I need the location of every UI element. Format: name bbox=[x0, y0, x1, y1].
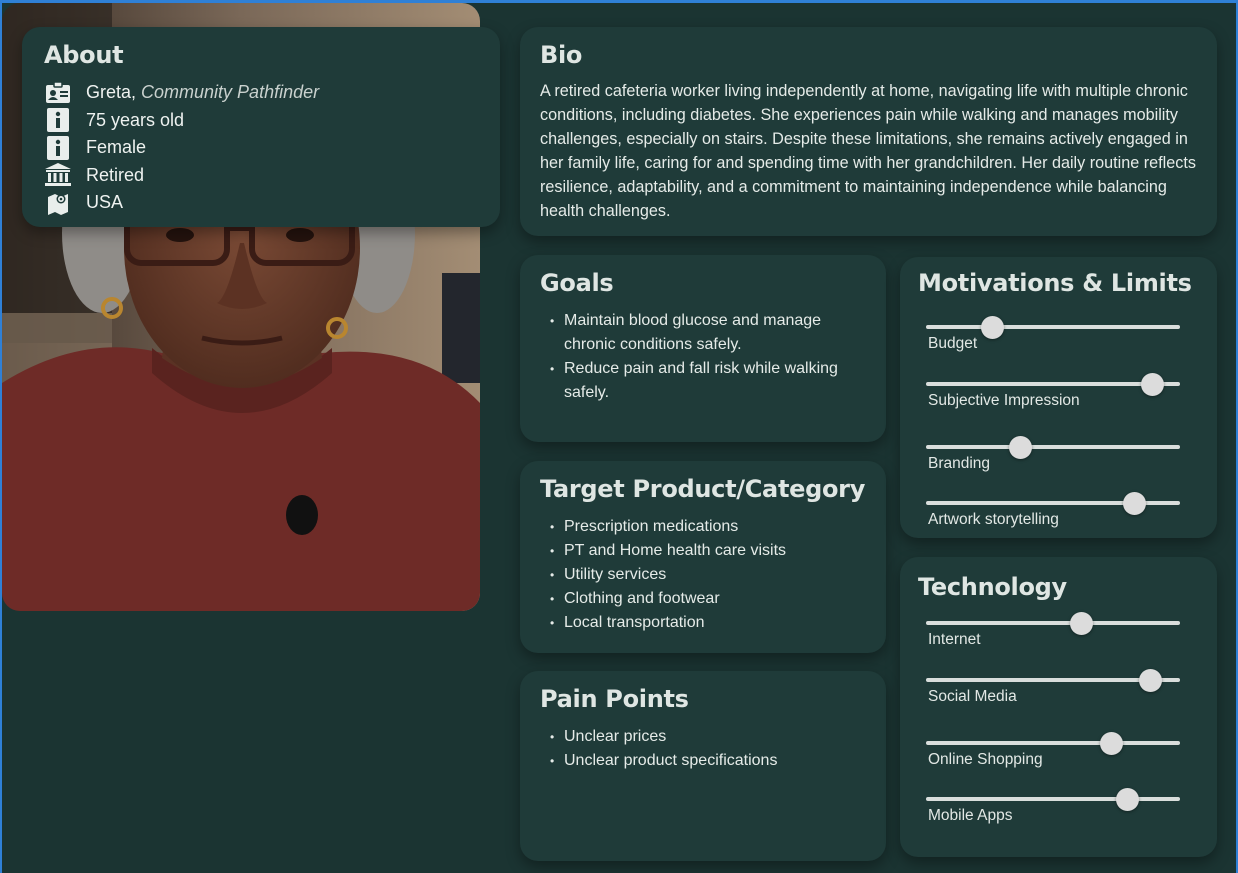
list-item: • Prescription medications bbox=[550, 515, 866, 539]
slider-thumb[interactable] bbox=[981, 316, 1004, 339]
list-item: • Utility services bbox=[550, 563, 866, 587]
persona-name: Greta, bbox=[86, 82, 137, 103]
slider-branding[interactable] bbox=[926, 437, 1180, 483]
bio-card bbox=[520, 27, 1217, 236]
slider-label: Budget bbox=[928, 335, 978, 352]
slider-label: Artwork storytelling bbox=[928, 511, 1059, 528]
slider-label: Mobile Apps bbox=[928, 807, 1013, 824]
list-item: • Reduce pain and fall risk while walking safely. bbox=[550, 357, 866, 405]
list-item: • Local transportation bbox=[550, 611, 866, 635]
about-title: About bbox=[44, 41, 124, 69]
list-item: • Unclear prices bbox=[550, 725, 866, 749]
slider-track bbox=[926, 741, 1180, 745]
motivations-card bbox=[900, 257, 1217, 538]
technology-card bbox=[900, 557, 1217, 857]
list-item: • Clothing and footwear bbox=[550, 587, 866, 611]
persona-gender: Female bbox=[86, 137, 147, 158]
slider-track bbox=[926, 621, 1180, 625]
id-card-icon bbox=[44, 81, 72, 105]
persona-role: Community Pathfinder bbox=[141, 82, 320, 103]
bank-icon bbox=[44, 163, 72, 187]
slider-subjective-impression[interactable] bbox=[926, 374, 1180, 420]
slider-thumb[interactable] bbox=[1116, 788, 1139, 811]
slider-thumb[interactable] bbox=[1123, 492, 1146, 515]
slider-track bbox=[926, 797, 1180, 801]
target-card bbox=[520, 461, 886, 653]
slider-artwork-storytelling[interactable] bbox=[926, 493, 1180, 539]
slider-label: Social Media bbox=[928, 688, 1017, 705]
about-location-row bbox=[44, 189, 478, 217]
slider-label: Internet bbox=[928, 631, 981, 648]
slider-track bbox=[926, 445, 1180, 449]
slider-track bbox=[926, 325, 1180, 329]
info-icon bbox=[44, 136, 72, 160]
list-item: • Unclear product specifications bbox=[550, 749, 866, 773]
bio-title: Bio bbox=[540, 41, 583, 69]
slider-thumb[interactable] bbox=[1009, 436, 1032, 459]
persona-age: 75 years old bbox=[86, 109, 185, 130]
persona-occupation: Retired bbox=[86, 164, 145, 185]
slider-thumb[interactable] bbox=[1139, 669, 1162, 692]
goals-title: Goals bbox=[540, 269, 614, 297]
slider-thumb[interactable] bbox=[1070, 612, 1093, 635]
slider-label: Online Shopping bbox=[928, 751, 1043, 768]
slider-thumb[interactable] bbox=[1141, 373, 1164, 396]
about-name-row bbox=[44, 79, 478, 107]
info-icon bbox=[44, 108, 72, 132]
map-pin-icon bbox=[44, 191, 72, 215]
pain-points-card bbox=[520, 671, 886, 861]
persona-location: USA bbox=[86, 192, 124, 213]
target-title: Target Product/Category bbox=[540, 475, 866, 503]
slider-mobile-apps[interactable] bbox=[926, 789, 1180, 835]
slider-social-media[interactable] bbox=[926, 670, 1180, 716]
slider-label: Subjective Impression bbox=[928, 392, 1080, 409]
slider-thumb[interactable] bbox=[1100, 732, 1123, 755]
about-card bbox=[22, 27, 500, 227]
slider-online-shopping[interactable] bbox=[926, 733, 1180, 779]
slider-budget[interactable] bbox=[926, 317, 1180, 363]
goals-card bbox=[520, 255, 886, 442]
about-gender-row bbox=[44, 134, 478, 162]
slider-label: Branding bbox=[928, 455, 991, 472]
technology-title: Technology bbox=[918, 573, 1067, 601]
about-age-row bbox=[44, 107, 478, 135]
pain-title: Pain Points bbox=[540, 685, 689, 713]
list-item: • Maintain blood glucose and manage chronic conditions safely. bbox=[550, 309, 866, 357]
motivations-title: Motivations & Limits bbox=[918, 269, 1192, 297]
bio-text: A retired cafeteria worker living independently at home, navigating life with multiple chronic conditions, including diabetes. She experiences pain while walking and manages mobility challenges, especially on stairs. Despite these limitations, she remains actively engaged in her family life, caring for and spending time with her grandchildren. Her daily routine reflects resilience, adaptability, and a commitment to maintaining independence while balancing health challenges. bbox=[540, 82, 1196, 220]
slider-internet[interactable] bbox=[926, 613, 1180, 659]
about-occupation-row bbox=[44, 162, 478, 190]
list-item: • PT and Home health care visits bbox=[550, 539, 866, 563]
